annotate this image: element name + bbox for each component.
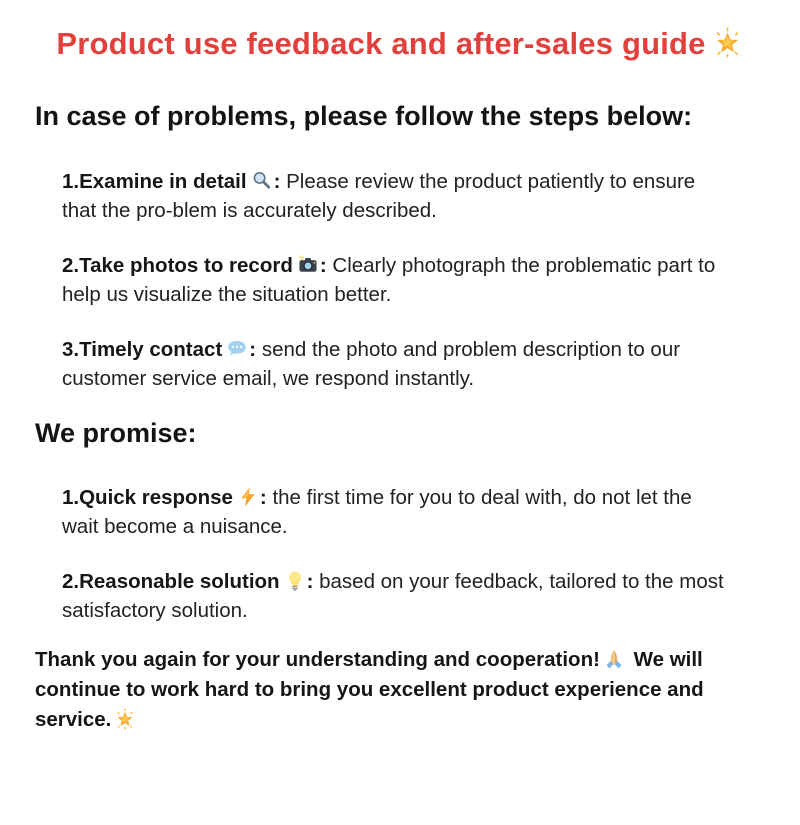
after-sales-guide-page <box>0 25 800 825</box>
step-item-photos <box>62 251 730 309</box>
step-body: Please review the product patiently to ensure that the pro-blem is accurately described. <box>62 170 696 222</box>
colon: : <box>306 570 314 593</box>
page-title <box>20 25 780 63</box>
closing-text-before: Thank you again for your understanding and cooperation! <box>35 648 600 671</box>
closing-text-after: We will continue to work hard to bring you excellent product experience and service. <box>35 648 704 731</box>
step-item-examine <box>62 167 730 225</box>
colon: : <box>319 254 327 277</box>
camera-flash-icon <box>297 254 319 276</box>
magnifier-icon <box>251 170 273 192</box>
promise-label: 2.Reasonable solution <box>62 570 280 593</box>
step-item-contact <box>62 335 730 393</box>
step-label: 1.Examine in detail <box>62 170 247 193</box>
section-heading-we-promise: We promise: <box>35 418 197 448</box>
promise-item-reasonable-solution <box>62 567 730 625</box>
colon: : <box>273 170 281 193</box>
lightning-icon <box>237 486 259 508</box>
step-label: 3.Timely contact <box>62 338 223 361</box>
promise-body: the first time for you to deal with, do not let the wait become a nuisance. <box>62 486 692 538</box>
speech-balloon-icon <box>226 338 248 360</box>
folded-hands-icon <box>603 648 625 670</box>
colon: : <box>249 338 257 361</box>
section-heading-problem-steps: In case of problems, please follow the steps below: <box>35 101 693 131</box>
promise-label: 1.Quick response <box>62 486 233 509</box>
light-bulb-icon <box>284 570 306 592</box>
glowing-star-icon <box>712 27 743 58</box>
colon: : <box>259 486 267 509</box>
promise-list <box>62 483 730 625</box>
step-body: send the photo and problem description to our customer service email, we respond instantly. <box>62 338 681 390</box>
problem-steps-list <box>62 167 730 393</box>
promise-body: based on your feedback, tailored to the most satisfactory solution. <box>62 570 724 622</box>
promise-item-quick-response <box>62 483 730 541</box>
glowing-star-icon <box>114 708 136 730</box>
step-body: Clearly photograph the problematic part to help us visualize the situation better. <box>62 254 716 306</box>
step-label: 2.Take photos to record <box>62 254 293 277</box>
page-title-text: Product use feedback and after-sales guide <box>56 26 706 61</box>
closing-note <box>35 645 762 735</box>
